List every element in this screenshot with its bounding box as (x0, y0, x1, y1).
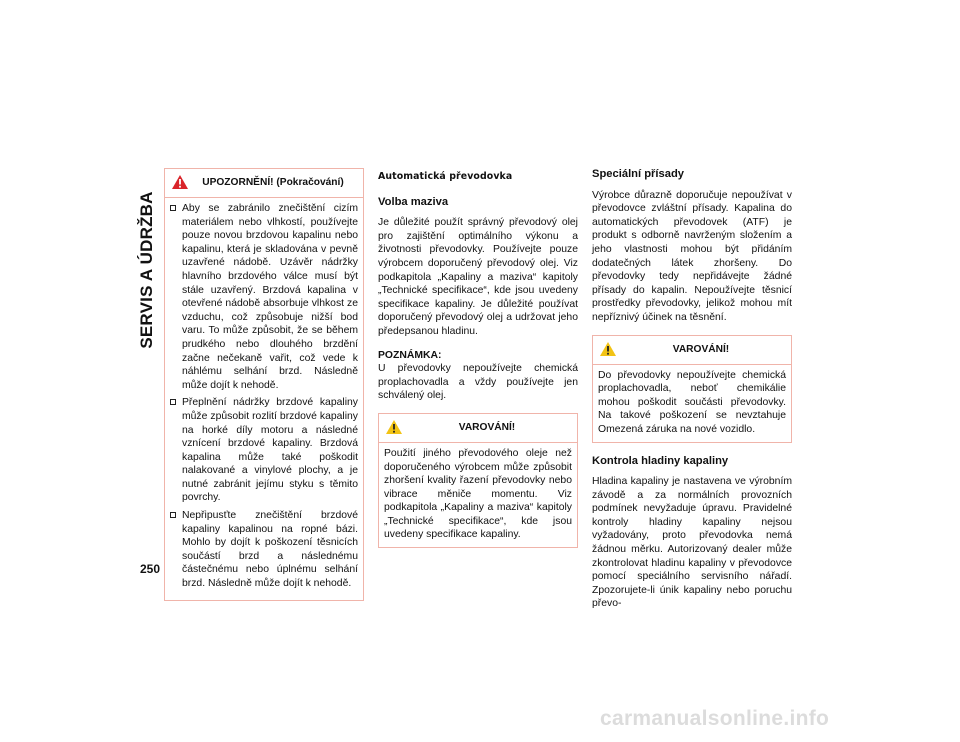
caution-box-title: UPOZORNĚNÍ! (Pokračování) (202, 177, 344, 188)
caution-triangle-yellow-icon (599, 341, 617, 357)
note-text: U převodovky nepoužívejte chemická proplachovadla a vždy používejte jen schválený olej. (378, 363, 578, 402)
warning-box-title: VAROVÁNÍ! (672, 343, 730, 355)
checkbox-square-icon (170, 399, 176, 405)
warning-box (592, 335, 792, 443)
page-number: 250 (140, 562, 161, 576)
subsection-title-additives: Speciální přísady (592, 168, 685, 180)
warning-text: Do převodovky nepoužívejte chemická proplachovadla, neboť chemikálie mohou poškodit součásti převodovky. Na takové poškození se nevztahuje Omezená záruka na nové vozidlo. (598, 369, 786, 435)
watermark: carmanualsonline.info (600, 707, 830, 730)
list-item-text: Nepřipusťte znečištění brzdové kapaliny kapalinou na ropné bázi. Mohlo by dojít k poškození těsnicích součástí brzd a následnému částečnému nebo úplnému selhání brzd. Následně může dojít k nehodě. (182, 510, 358, 590)
list-item-text: Aby se zabránilo znečištění cizím materiálem nebo vlhkostí, používejte pouze novou brzdovou kapalinu nebo kapalinu, která je skladována v pevně uzavřené nádobě. Uzávěr nádržky hlavního brzdového válce musí být stále uzavřený. Brzdová kapalina v otevřené nádobě absorbuje vlhkost ze vzduchu, což způsobuje nižší bod varu. To může způsobit, že se během prudkého nebo dlouhého brzdění začne nečekaně vařit, což vede k náhlému selhání brzd. Následně může dojít k nehodě. (182, 203, 358, 391)
chapter-side-title (131, 170, 163, 370)
checkbox-square-icon (170, 205, 176, 211)
warning-box-header (379, 414, 577, 443)
list-item (170, 396, 358, 505)
caution-box-body (165, 198, 363, 600)
subsection-title-lubricant: Volba maziva (378, 195, 449, 208)
warning-box (378, 413, 578, 548)
paragraph-additives: Výrobce důrazně doporučuje nepoužívat v převodovce zvláštní přísady. Kapalina do automatických převodovek (ATF) je produkt s odborně navrženým složením a jeho vlastnosti mohou být přidáním dodatečných látek zhoršeny. Do převodovky tedy nepřidávejte žádné přísady do kapalin. Nepoužívejte těsnicí prostředky převodovky, jelikož mohou mít nepříznivý účinek na těsnění. (592, 189, 792, 323)
caution-box-header (165, 169, 363, 198)
subsection-title-fluid-level: Kontrola hladiny kapaliny (592, 454, 729, 467)
caution-box (164, 168, 364, 601)
column-right (592, 168, 792, 611)
warning-triangle-red-icon (171, 174, 189, 190)
list-item-text: Přeplnění nádržky brzdové kapaliny může způsobit rozlití brzdové kapaliny na horké díly motoru a následné vznícení brzdové kapaliny. Brzdová kapalina může také poškodit nalakované a vinylové plochy, a je nutné zabránit jejímu styku s těmito povrchy. (182, 397, 358, 504)
note-label: POZNÁMKA: (378, 349, 442, 361)
list-item (170, 509, 358, 591)
warning-box-body (593, 365, 791, 442)
paragraph-lubricant: Je důležité použít správný převodový olej pro zajištění optimálního výkonu a životnosti převodovky. Používejte pouze výrobcem doporučený převodový olej. Viz podkapitola „Kapaliny a maziva“ kapitoly „Technické specifikace“, kde jsou uvedeny specifikace kapaliny. Je důležité používat doporučený převodový olej a udržovat jeho předepsanou hladinu. (378, 217, 578, 337)
section-title: Automatická převodovka (378, 171, 513, 182)
paragraph-fluid-level: Hladina kapaliny je nastavena ve výrobním závodě a za normálních provozních podmínek nevyžaduje úpravu. Pravidelné kontroly hladiny kapaliny nejsou vyžadovány, proto převodovka nemá žádnou měrku. Autorizovaný dealer může zkontrolovat hladinu kapaliny v převodovce pomocí speciálního servisního nářadí. Zpozorujete-li únik kapaliny nebo poruchu převo- (592, 476, 792, 610)
warning-box-header (593, 336, 791, 365)
warning-box-title: VAROVÁNÍ! (458, 421, 516, 433)
list-item (170, 202, 358, 392)
warning-text: Použití jiného převodového oleje než doporučeného výrobcem může způsobit zhoršení kvality řazení převodovky nebo vibrace měniče momentu. Viz podkapitola „Kapaliny a maziva“ kapitoly „Technické specifikace“, kde jsou uvedeny specifikace kapaliny. (384, 447, 572, 541)
chapter-title-text: SERVIS A ÚDRŽBA (137, 191, 156, 349)
warning-box-body (379, 443, 577, 547)
column-left (164, 168, 364, 601)
checkbox-square-icon (170, 512, 176, 518)
column-middle (378, 168, 578, 548)
caution-triangle-yellow-icon (385, 419, 403, 435)
